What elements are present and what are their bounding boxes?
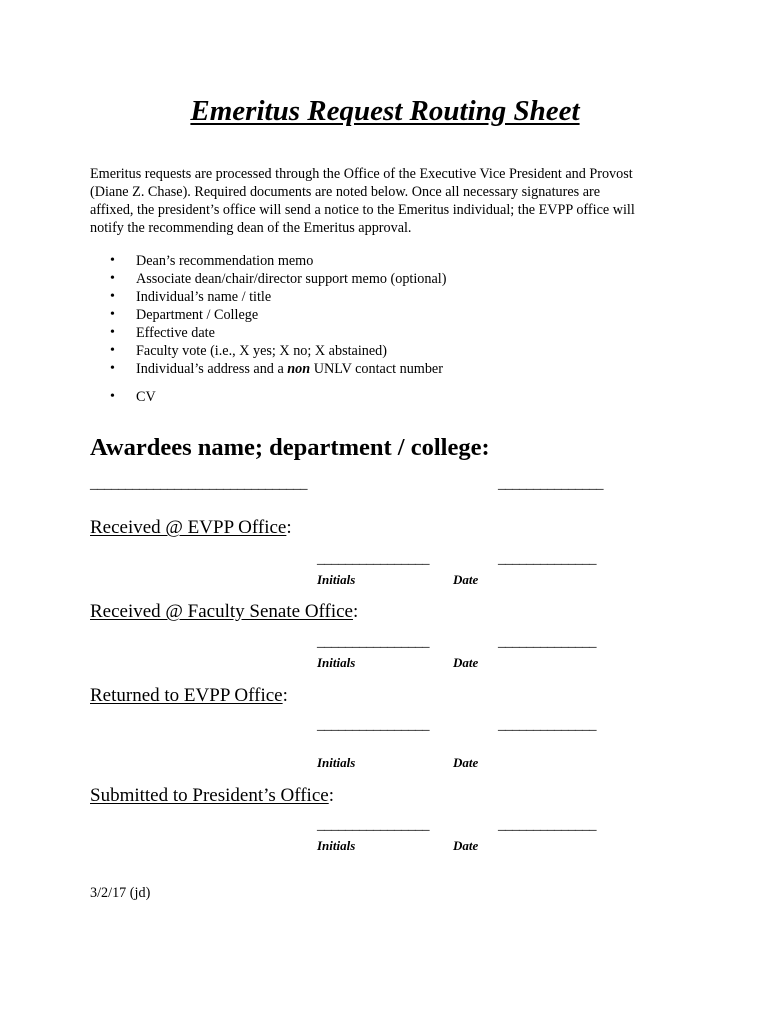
required-documents-list xyxy=(110,252,446,406)
intro-line: Emeritus requests are processed through the Office of the Executive Vice President and Provost xyxy=(90,166,633,182)
section-label: Returned to EVPP Office xyxy=(90,685,283,706)
bullet-icon: • xyxy=(110,389,115,404)
date-caption: Date xyxy=(453,655,479,670)
footer-date: 3/2/17 (jd) xyxy=(90,885,151,901)
list-item: • Faculty vote (i.e., X yes; X no; X abstained) xyxy=(110,343,387,359)
awardee-name-line[interactable]: _______________________________ xyxy=(90,476,307,492)
section-label: Submitted to President’s Office xyxy=(90,785,329,806)
date-caption: Date xyxy=(453,572,479,587)
list-item: • Dean’s recommendation memo xyxy=(110,253,314,269)
list-item: • CV xyxy=(110,389,156,405)
date-line[interactable]: ______________ xyxy=(498,717,596,733)
section-returned-evpp: Returned to EVPP Office: xyxy=(90,685,288,706)
section-received-faculty-senate: Received @ Faculty Senate Office: xyxy=(90,601,359,622)
section-label: Received @ Faculty Senate Office xyxy=(90,601,353,622)
initials-caption: Initials xyxy=(317,655,356,670)
list-item: • Associate dean/chair/director support memo (optional) xyxy=(110,271,447,287)
list-item: • Department / College xyxy=(110,307,259,323)
bullet-icon: • xyxy=(110,271,115,286)
list-item: • Effective date xyxy=(110,325,215,341)
list-item: • Individual’s name / title xyxy=(110,289,272,305)
intro-paragraph xyxy=(90,165,690,237)
initials-line[interactable]: ________________ xyxy=(317,551,429,567)
awardees-heading: Awardees name; department / college: xyxy=(90,434,490,461)
bullet-icon: • xyxy=(110,307,115,322)
date-caption: Date xyxy=(453,755,479,770)
section-label: Received @ EVPP Office xyxy=(90,517,287,538)
bullet-icon: • xyxy=(110,289,115,304)
initials-line[interactable]: ________________ xyxy=(317,817,429,833)
initials-caption: Initials xyxy=(317,572,356,587)
bullet-icon: • xyxy=(110,361,115,376)
section-received-evpp: Received @ EVPP Office: xyxy=(90,517,292,538)
initials-line[interactable]: ________________ xyxy=(317,634,429,650)
list-item: • Individual’s address and a non UNLV contact number xyxy=(110,361,443,377)
intro-line: affixed, the president’s office will send a notice to the Emeritus individual; the EVPP office will xyxy=(90,202,635,218)
section-submitted-president: Submitted to President’s Office: xyxy=(90,785,334,806)
date-caption: Date xyxy=(453,838,479,853)
initials-caption: Initials xyxy=(317,755,356,770)
date-line[interactable]: ______________ xyxy=(498,551,596,567)
document-title: Emeritus Request Routing Sheet xyxy=(190,95,580,127)
awardee-college-line[interactable]: _______________ xyxy=(498,476,603,492)
initials-caption: Initials xyxy=(317,838,356,853)
bullet-icon: • xyxy=(110,253,115,268)
intro-line: notify the recommending dean of the Emeritus approval. xyxy=(90,220,412,236)
bullet-icon: • xyxy=(110,325,115,340)
date-line[interactable]: ______________ xyxy=(498,634,596,650)
initials-line[interactable]: ________________ xyxy=(317,717,429,733)
date-line[interactable]: ______________ xyxy=(498,817,596,833)
intro-line: (Diane Z. Chase). Required documents are noted below. Once all necessary signatures are xyxy=(90,184,601,200)
emphasis-non: non xyxy=(287,361,311,377)
bullet-icon: • xyxy=(110,343,115,358)
